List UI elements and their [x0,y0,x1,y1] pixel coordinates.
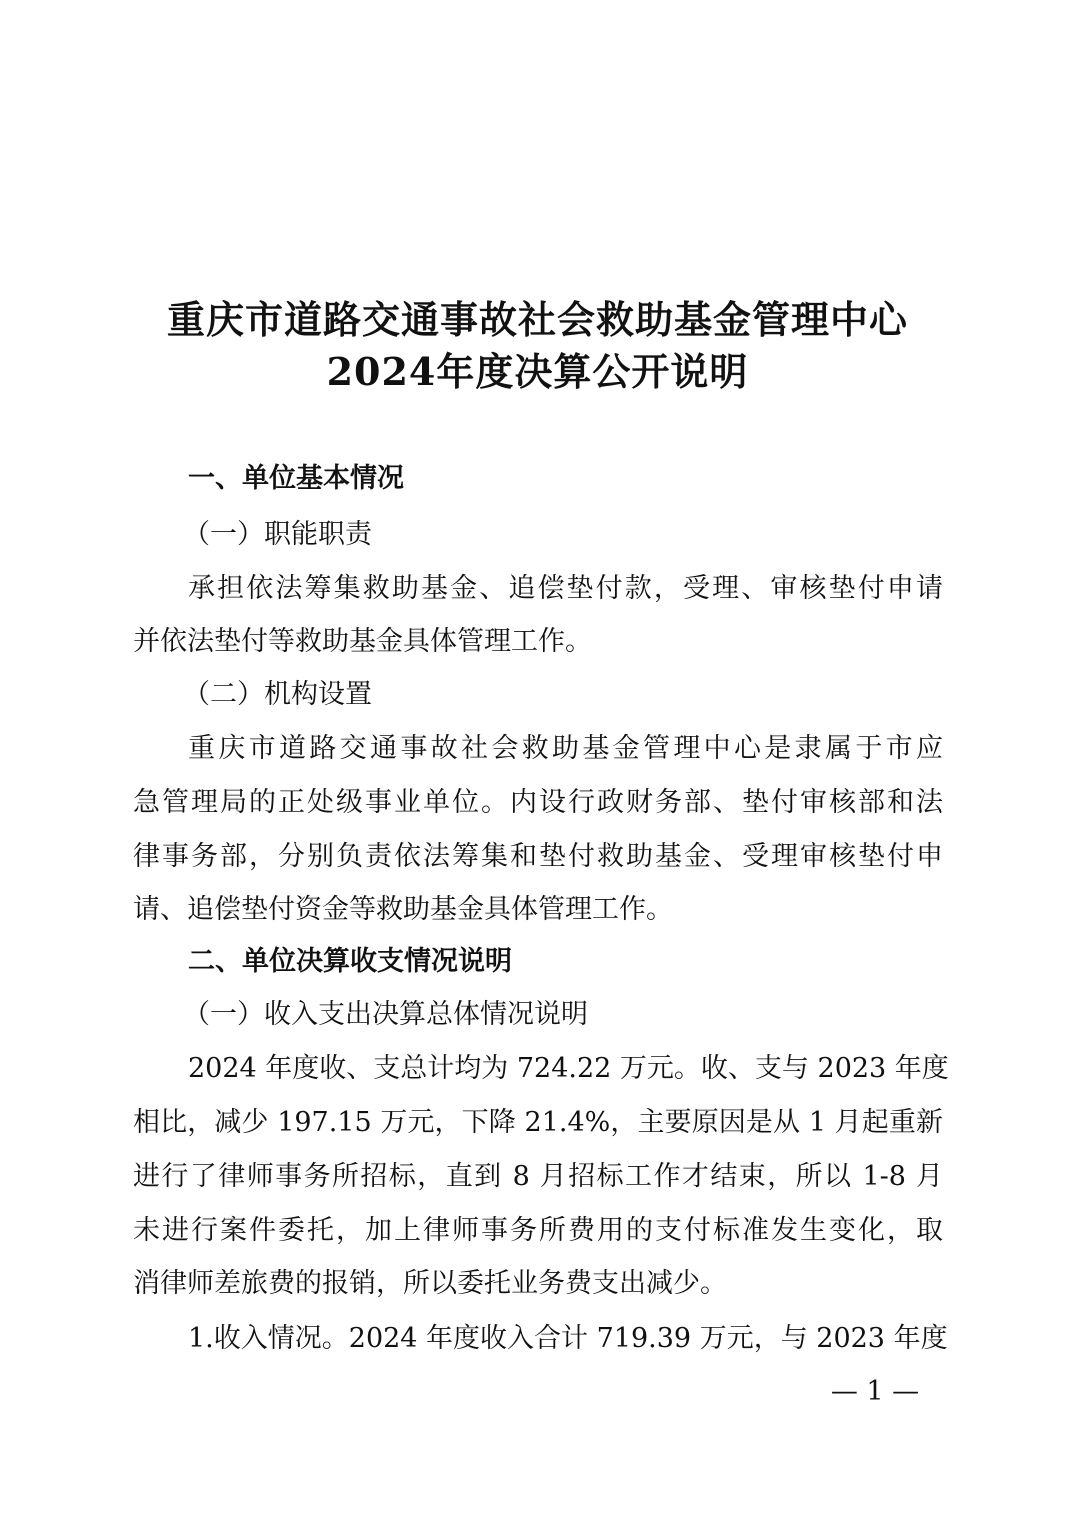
paragraph-line: 相比，减少 197.15 万元，下降 21.4%，主要原因是从 1 月起重新 [133,1107,943,1138]
paragraph-line: 重庆市道路交通事故社会救助基金管理中心是隶属于市应 [188,733,943,764]
subheading-overall-income-expense: （一）收入支出决算总体情况说明 [183,999,588,1030]
subheading-duties: （一）职能职责 [183,519,372,550]
paragraph-line: 急管理局的正处级事业单位。内设行政财务部、垫付审核部和法 [133,787,943,818]
paragraph-line: 请、追偿垫付资金等救助基金具体管理工作。 [133,894,673,925]
document-title-line-1: 重庆市道路交通事故社会救助基金管理中心 [166,297,908,342]
document-title-line-2: 2024年度决算公开说明 [326,349,749,394]
section-heading-budget-income-expense: 二、单位决算收支情况说明 [188,946,512,977]
paragraph-line: 律事务部，分别负责依法筹集和垫付救助基金、受理审核垫付申 [133,841,943,872]
paragraph-line: 2024 年度收、支总计均为 724.22 万元。收、支与 2023 年度 [188,1053,949,1084]
paragraph-line: 未进行案件委托，加上律师事务所费用的支付标准发生变化，取 [133,1215,943,1246]
subheading-organization: （二）机构设置 [183,679,372,710]
paragraph-line: 消律师差旅费的报销，所以委托业务费支出减少。 [133,1268,727,1299]
paragraph-line: 并依法垫付等救助基金具体管理工作。 [133,626,592,657]
paragraph-line-income: 1.收入情况。2024 年度收入合计 719.39 万元，与 2023 年度 [188,1323,948,1354]
paragraph-line: 进行了律师事务所招标，直到 8 月招标工作才结束，所以 1-8 月 [133,1161,943,1192]
section-heading-basic-info: 一、单位基本情况 [188,463,404,494]
paragraph-line: 承担依法筹集救助基金、追偿垫付款，受理、审核垫付申请 [188,573,943,604]
page-number: — 1 — [830,1376,920,1407]
